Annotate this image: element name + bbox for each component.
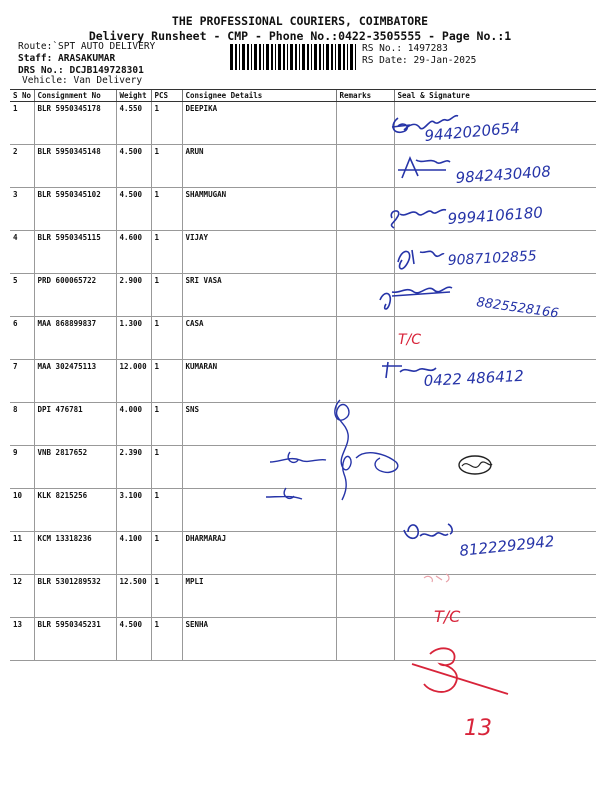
table-row (10, 274, 596, 317)
cell-pcs: 1 (151, 360, 182, 403)
cell-weight: 4.000 (116, 403, 151, 446)
phone-row-7: 0422 486412 (423, 366, 525, 390)
cell-signature (394, 231, 596, 274)
cell-consignment: KCM 13318236 (34, 532, 116, 575)
cell-remarks (336, 360, 394, 403)
cell-consignee: CASA (182, 317, 336, 360)
cell-signature (394, 274, 596, 317)
cell-signature (394, 489, 596, 532)
cell-consignment: MAA 868899837 (34, 317, 116, 360)
cell-remarks (336, 489, 394, 532)
cell-consignment: BLR 5950345148 (34, 145, 116, 188)
cell-remarks (336, 532, 394, 575)
table-row (10, 360, 596, 403)
runsheet-subtitle: Delivery Runsheet - CMP - Phone No.:0422-3505555 - Page No.:1 (88, 29, 512, 43)
cell-sno: 6 (10, 317, 34, 360)
table-row (10, 575, 596, 618)
cell-sno: 2 (10, 145, 34, 188)
cell-sno: 9 (10, 446, 34, 489)
column-header-consignment: Consignment No (34, 90, 116, 102)
phone-row-11: 8122292942 (458, 532, 556, 560)
table-row (10, 317, 596, 360)
cell-weight: 4.500 (116, 618, 151, 661)
cell-sno: 1 (10, 102, 34, 145)
cell-remarks (336, 231, 394, 274)
rs-number: RS No.: 1497283 (362, 43, 448, 54)
cell-sno: 13 (10, 618, 34, 661)
cell-pcs: 1 (151, 575, 182, 618)
table-row (10, 489, 596, 532)
cell-pcs: 1 (151, 188, 182, 231)
phone-row-1: 9442020654 (423, 118, 521, 145)
cell-pcs: 1 (151, 618, 182, 661)
cell-weight: 4.100 (116, 532, 151, 575)
cell-consignee (182, 489, 336, 532)
cell-pcs: 1 (151, 489, 182, 532)
cell-consignment: BLR 5950345115 (34, 231, 116, 274)
cell-sno: 5 (10, 274, 34, 317)
cell-consignment: PRD 600065722 (34, 274, 116, 317)
cell-weight: 1.300 (116, 317, 151, 360)
cell-signature (394, 575, 596, 618)
total-count: 13 (464, 716, 492, 741)
cell-remarks (336, 575, 394, 618)
cell-remarks (336, 274, 394, 317)
cell-sno: 11 (10, 532, 34, 575)
cell-pcs: 1 (151, 446, 182, 489)
phone-row-3: 9994106180 (447, 203, 544, 228)
cell-weight: 4.550 (116, 102, 151, 145)
cell-consignee: DHARMARAJ (182, 532, 336, 575)
company-title: THE PROFESSIONAL COURIERS, COIMBATORE (171, 14, 429, 28)
cell-consignment: MAA 302475113 (34, 360, 116, 403)
cell-consignment: VNB 2817652 (34, 446, 116, 489)
column-header-weight: Weight (116, 90, 151, 102)
cell-signature (394, 317, 596, 360)
table-header-row (10, 90, 596, 102)
note-row-13: T/C (434, 607, 461, 626)
cell-signature (394, 618, 596, 661)
cell-consignment: BLR 5950345102 (34, 188, 116, 231)
rs-date: RS Date: 29-Jan-2025 (362, 55, 477, 66)
cell-weight: 4.500 (116, 145, 151, 188)
column-header-sno: S No (10, 90, 34, 102)
phone-row-5: 8825528166 (475, 295, 560, 322)
cell-consignee: MPLI (182, 575, 336, 618)
note-row-6: T/C (398, 332, 422, 348)
cell-remarks (336, 145, 394, 188)
cell-weight: 3.100 (116, 489, 151, 532)
table-body (10, 102, 596, 661)
cell-sno: 8 (10, 403, 34, 446)
cell-consignee (182, 446, 336, 489)
cell-remarks (336, 446, 394, 489)
table-row (10, 145, 596, 188)
table-row (10, 231, 596, 274)
route-label: Route:`SPT AUTO DELIVERY (18, 41, 156, 52)
cell-consignee: SENHA (182, 618, 336, 661)
cell-pcs: 1 (151, 274, 182, 317)
column-header-consignee: Consignee Details (182, 90, 336, 102)
cell-remarks (336, 188, 394, 231)
cell-sno: 3 (10, 188, 34, 231)
cell-pcs: 1 (151, 102, 182, 145)
cell-remarks (336, 102, 394, 145)
cell-pcs: 1 (151, 403, 182, 446)
drs-number: DRS No.: DCJB149728301 (18, 65, 144, 76)
cell-consignee: SHAMMUGAN (182, 188, 336, 231)
cell-weight: 12.500 (116, 575, 151, 618)
table-row (10, 403, 596, 446)
cell-pcs: 1 (151, 317, 182, 360)
cell-signature (394, 102, 596, 145)
cell-signature (394, 532, 596, 575)
cell-remarks (336, 317, 394, 360)
cell-weight: 2.390 (116, 446, 151, 489)
cell-sno: 12 (10, 575, 34, 618)
cell-signature (394, 360, 596, 403)
cell-consignment: KLK 8215256 (34, 489, 116, 532)
cell-consignee: SNS (182, 403, 336, 446)
runsheet-table (10, 89, 596, 661)
phone-row-2: 9842430408 (455, 162, 552, 187)
cell-weight: 4.600 (116, 231, 151, 274)
cell-consignee: KUMARAN (182, 360, 336, 403)
cell-consignee: VIJAY (182, 231, 336, 274)
cell-remarks (336, 403, 394, 446)
cell-consignment: DPI 476781 (34, 403, 116, 446)
cell-weight: 2.900 (116, 274, 151, 317)
barcode-image (230, 44, 356, 70)
cell-pcs: 1 (151, 231, 182, 274)
phone-row-4: 9087102855 (447, 248, 538, 269)
column-header-pcs: PCS (151, 90, 182, 102)
cell-pcs: 1 (151, 145, 182, 188)
cell-signature (394, 403, 596, 446)
column-header-signature: Seal & Signature (394, 90, 596, 102)
table-row (10, 446, 596, 489)
column-header-remarks: Remarks (336, 90, 394, 102)
cell-weight: 12.000 (116, 360, 151, 403)
table-row (10, 102, 596, 145)
cell-signature (394, 145, 596, 188)
cell-consignee: DEEPIKA (182, 102, 336, 145)
vehicle-label: Vehicle: Van Delivery (22, 75, 143, 86)
cell-sno: 4 (10, 231, 34, 274)
cell-consignment: BLR 5950345178 (34, 102, 116, 145)
cell-signature (394, 446, 596, 489)
cell-sno: 7 (10, 360, 34, 403)
cell-consignee: ARUN (182, 145, 336, 188)
table-row (10, 532, 596, 575)
staff-label: Staff: ARASAKUMAR (18, 53, 116, 64)
cell-pcs: 1 (151, 532, 182, 575)
cell-remarks (336, 618, 394, 661)
cell-sno: 10 (10, 489, 34, 532)
table-row (10, 188, 596, 231)
cell-consignee: SRI VASA (182, 274, 336, 317)
cell-consignment: BLR 5301289532 (34, 575, 116, 618)
table-row (10, 618, 596, 661)
cell-consignment: BLR 5950345231 (34, 618, 116, 661)
cell-signature (394, 188, 596, 231)
cell-weight: 4.500 (116, 188, 151, 231)
